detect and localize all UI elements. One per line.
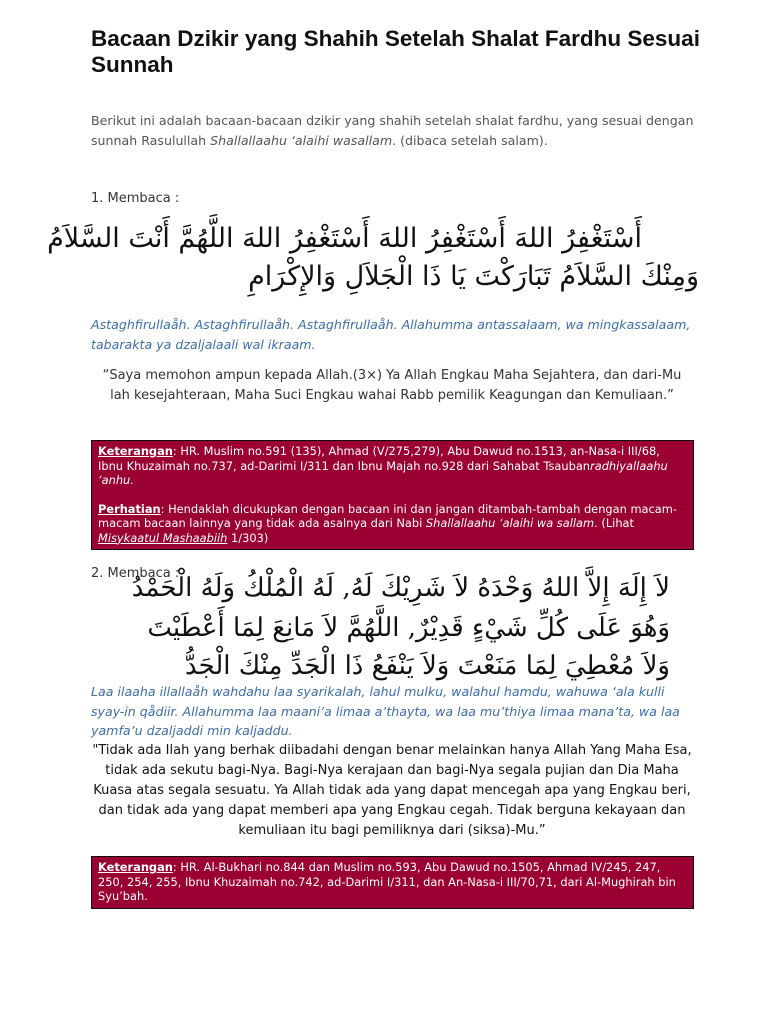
section-2-heading: 2. Membaca : — [91, 566, 180, 581]
perhatian-end: 1/303) — [227, 530, 269, 545]
keterangan-label: Keterangan — [98, 860, 173, 874]
misykaatul-link[interactable]: Misykaatul Mashaabiih — [98, 530, 228, 545]
keterangan-label: Keterangan — [98, 444, 173, 458]
section-1-arabic-line-2: وَمِنْكَ السَّلاَمُ تَبَارَكْتَ يَا ذَا الْجَلاَلِ وَالإِكْرَامِ — [248, 261, 699, 292]
section-2-note-box — [91, 856, 694, 909]
intro-text: Berikut ini adalah bacaan-bacaan dzikir yang shahih setelah shalat fardhu, yang sesuai dengan sunnah Rasulullah — [91, 113, 694, 148]
page-title: Bacaan Dzikir yang Shahih Setelah Shalat Fardhu Sesuai Sunnah — [91, 26, 700, 77]
section-2-arabic-line-3: وَلاَ مُعْطِيَ لِمَا مَنَعْتَ وَلاَ يَنْفَعُ ذَا الْجَدِّ مِنْكَ الْجَدُّ — [184, 651, 670, 681]
keterangan-italic: radhiyallaahu ‘anhu. — [98, 458, 668, 487]
keterangan-text: : HR. Al-Bukhari no.844 dan Muslim no.593, Abu Dawud no.1505, Ahmad IV/245, 247, 250, 254, 255, Ibnu Khuzaimah no.742, ad-Darimi I/311, dan An-Nasa-i III/70,71, dari Al-Mughirah bin Syu’bah. — [98, 860, 676, 903]
intro-text-end: . (dibaca setelah salam). — [392, 133, 548, 148]
perhatian-italic: Shallallaahu ‘alaihi wa sallam — [425, 516, 595, 530]
section-2-arabic-line-1: لاَ إِلَهَ إِلاَّ اللهُ وَحْدَهُ لاَ شَرِيْكَ لَهُ, لَهُ الْمُلْكُ وَلَهُ الْحَمْدُ — [131, 573, 670, 603]
section-2-keterangan — [98, 860, 687, 904]
section-1-perhatian — [98, 502, 687, 546]
section-1-keterangan — [98, 444, 687, 488]
section-2-translation: "Tidak ada Ilah yang berhak diibadahi dengan benar melainkan hanya Allah Yang Maha Esa, tidak ada sekutu bagi-Nya. Bagi-Nya kerajaan dan bagi-Nya segala pujian dan Dia Maha Kuasa atas segala sesuatu. Ya Allah tidak ada yang dapat mencegah apa yang Engkau beri, dan tidak ada yang dapat memberi apa yang Engkau cegah. Tidak berguna kekayaan dan kemuliaan itu bagi pemiliknya dari (siksa)-Mu.” — [92, 743, 692, 838]
section-2-arabic-line-2: وَهُوَ عَلَى كُلِّ شَيْءٍ قَدِيْرٌ, اللَّهُمَّ لاَ مَانِعَ لِمَا أَعْطَيْتَ — [147, 613, 670, 643]
section-1-transliteration: Astaghfirullaåh. Astaghfirullaåh. Astaghfirullaåh. Allahumma antassalaam, wa mingkassalaam, tabarakta ya dzaljalaali wal ikraam. — [91, 317, 691, 352]
intro-paragraph — [91, 111, 701, 151]
keterangan-text: : HR. Muslim no.591 (135), Ahmad (V/275,279), Abu Dawud no.1513, an-Nasa-i III/68, Ibnu Khuzaimah no.737, ad-Darimi I/311 dan Ibnu Majah no.928 dari Sahabat Tsauban — [98, 444, 660, 473]
perhatian-text: : Hendaklah dicukupkan dengan bacaan ini dan jangan ditambah-tambah dengan macam-macam bacaan lainnya yang tidak ada asalnya dari Nabi — [98, 501, 677, 530]
intro-salawat: Shallallaahu ‘alaihi wasallam — [210, 133, 393, 148]
section-2-transliteration: Laa ilaaha illallaåh wahdahu laa syarikalah, lahul mulku, walahul hamdu, wahuwa ‘ala kulli syay-in qådiir. Allahumma laa maani’a limaa a’thayta, wa laa mu’thiya limaa mana’ta, wa laa yamfa’u dzaljaddi min kaljaddu. — [91, 684, 680, 738]
section-1-heading: 1. Membaca : — [91, 191, 180, 206]
section-1-translation: “Saya memohon ampun kepada Allah.(3×) Ya Allah Engkau Maha Sejahtera, dan dari-Mu lah kesejahteraan, Maha Suci Engkau wahai Rabb pemilik Keagungan dan Kemuliaan.” — [102, 368, 682, 403]
section-1-note-box — [91, 440, 694, 550]
perhatian-label: Perhatian — [98, 501, 161, 516]
perhatian-after: . (Lihat — [594, 516, 635, 530]
section-1-arabic-line-1: أَسْتَغْفِرُ اللهَ أَسْتَغْفِرُ اللهَ أَسْتَغْفِرُ اللهَ اللَّهُمَّ أَنْتَ السَّلاَمُ — [47, 223, 642, 254]
